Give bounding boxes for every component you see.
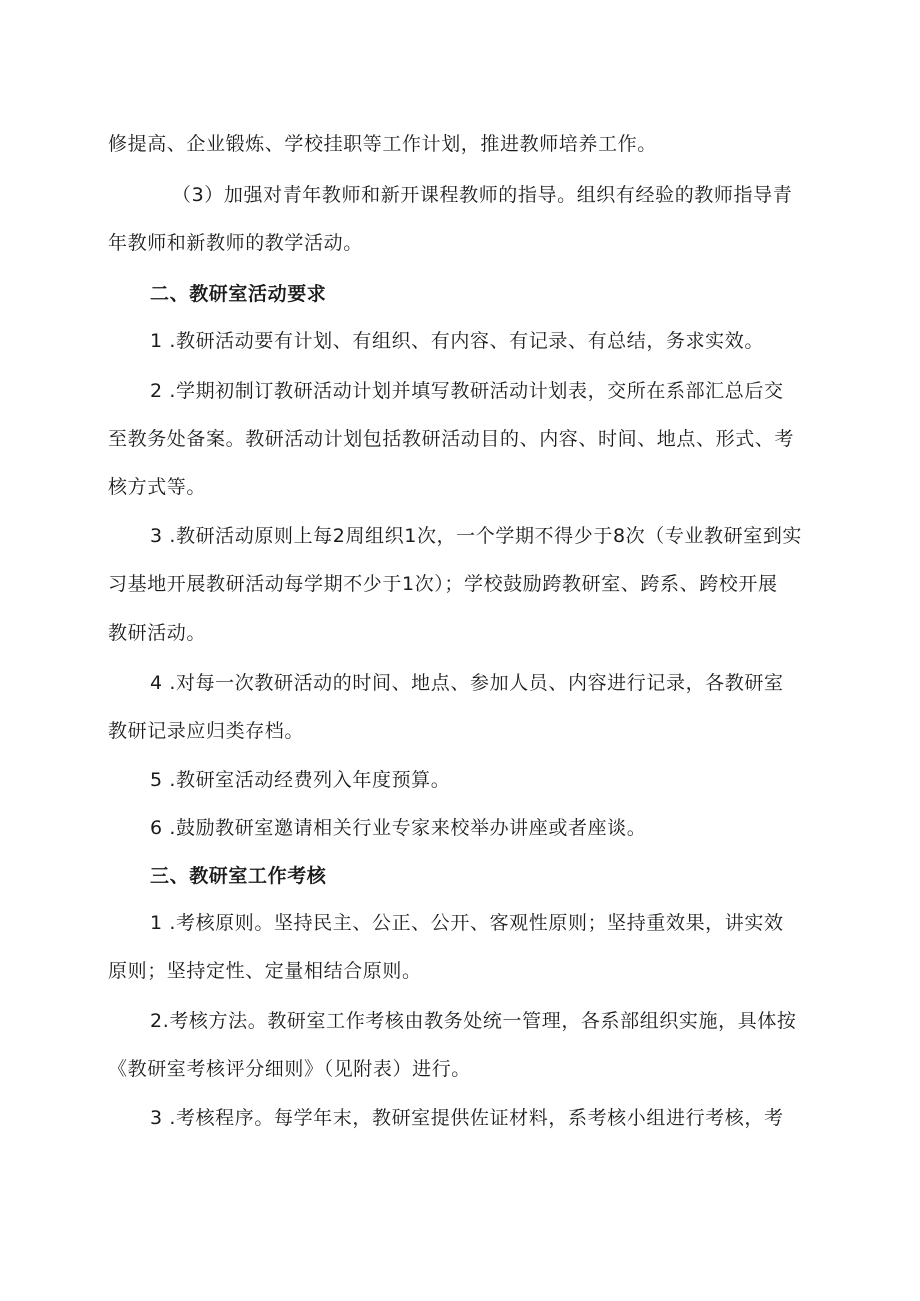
- paragraph-line: 至教务处备案。教研活动计划包括教研活动目的、内容、时间、地点、形式、考: [108, 428, 795, 450]
- section-heading: 三、教研室工作考核: [150, 865, 327, 887]
- list-item: 3 .教研活动原则上每2周组织1次，一个学期不得少于8次（专业教研室到实: [150, 525, 803, 547]
- paragraph-line: （3）加强对青年教师和新开课程教师的指导。组织有经验的教师指导青: [172, 184, 793, 206]
- list-item: 2 .学期初制订教研活动计划并填写教研活动计划表，交所在系部汇总后交: [150, 380, 784, 402]
- paragraph-line: 教研记录应归类存档。: [108, 720, 305, 742]
- paragraph-line: 习基地开展教研活动每学期不少于1次）；学校鼓励跨教研室、跨系、跨校开展: [108, 573, 778, 595]
- list-item: 1 .教研活动要有计划、有组织、有内容、有记录、有总结，务求实效。: [150, 330, 764, 352]
- paragraph-line: 核方式等。: [108, 476, 207, 498]
- section-heading: 二、教研室活动要求: [150, 283, 327, 305]
- list-item: 4 .对每一次教研活动的时间、地点、参加人员、内容进行记录，各教研室: [150, 672, 784, 694]
- list-item: 3 .考核程序。每学年末，教研室提供佐证材料，系考核小组进行考核，考: [150, 1107, 784, 1129]
- paragraph-line: 《教研室考核评分细则》（见附表）进行。: [108, 1058, 471, 1080]
- list-item: 5 .教研室活动经费列入年度预算。: [150, 769, 451, 791]
- paragraph-line: 年教师和新教师的教学活动。: [108, 232, 363, 254]
- paragraph-line: 修提高、企业锻炼、学校挂职等工作计划，推进教师培养工作。: [108, 133, 657, 155]
- list-item: 6 .鼓励教研室邀请相关行业专家来校举办讲座或者座谈。: [150, 817, 647, 839]
- list-item: 1 .考核原则。坚持民主、公正、公开、客观性原则；坚持重效果，讲实效: [150, 912, 784, 934]
- paragraph-line: 教研活动。: [108, 622, 207, 644]
- paragraph-line: 原则；坚持定性、定量相结合原则。: [108, 960, 422, 982]
- list-item: 2.考核方法。教研室工作考核由教务处统一管理，各系部组织实施，具体按: [150, 1010, 797, 1032]
